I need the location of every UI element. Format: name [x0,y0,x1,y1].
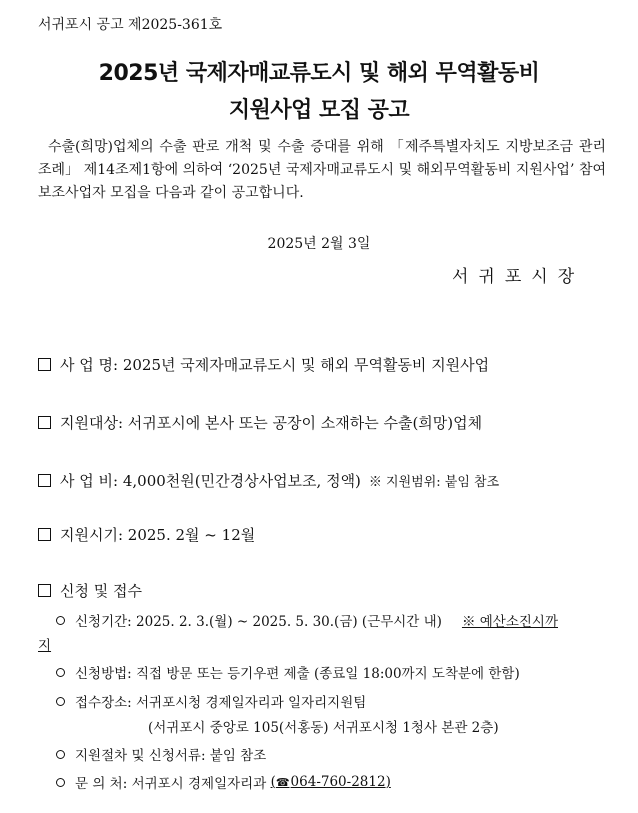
item-value: 4,000천원(민간경상사업보조, 정액) [122,472,361,490]
item-label: 사 업 비: [60,472,119,490]
circle-bullet-icon [56,750,65,759]
item-value: 서귀포시에 본사 또는 공장이 소재하는 수출(희망)업체 [127,414,483,432]
square-box-icon [38,474,51,487]
item-project-name [38,354,489,375]
budget-note: ※ 지원범위: 붙임 참조 [368,475,500,490]
telephone-icon: ☎ [275,776,290,789]
circle-bullet-icon [56,616,65,625]
item-value: 2025. 2월 ~ 12월 [127,526,256,544]
issuing-authority: 서귀포시장 [452,267,585,287]
contact-phone: 064-760-2812 [290,774,386,790]
application-place: 접수장소: 서귀포시청 경제일자리과 일자리지원팀 [56,691,366,711]
intro-paragraph: 수출(희망)업체의 수출 판로 개척 및 수출 증대를 위해 「제주특별자치도 지방보조금 관리 조례」 제14조제1항에 의하여 ‘2025년 국제자매교류도시 및 해외무역활동비 지원사업’ 참여 보조사업자 모집을 다음과 같이 공고합니다. [38,139,606,201]
item-application [38,580,142,601]
application-period: 신청기간: 2025. 2. 3.(월) ~ 2025. 5. 30.(금) (근무시간 내) ※ 예산소진시까 [56,610,558,630]
square-box-icon [38,584,51,597]
notice-date: 2025년 2월 3일 [267,236,371,252]
application-place-detail: (서귀포시 중앙로 105(서홍동) 서귀포시청 1청사 본관 2층) [148,720,499,736]
title-line-2: 지원사업 모집 공고 [228,98,410,123]
budget-exhaustion-note-cont: 지 [38,638,52,654]
square-box-icon [38,416,51,429]
item-label: 지원대상: [60,414,124,432]
application-docs: 지원절차 및 신청서류: 붙임 참조 [56,744,266,764]
item-target [38,412,482,433]
square-box-icon [38,358,51,371]
item-label: 사 업 명: [60,356,119,374]
notice-number: 서귀포시 공고 제2025-361호 [38,17,223,33]
item-label: 신청 및 접수 [60,582,142,600]
item-period [38,524,255,545]
circle-bullet-icon [56,697,65,706]
circle-bullet-icon [56,668,65,677]
square-box-icon [38,528,51,541]
item-budget [38,470,499,491]
title-line-1: 2025년 국제자매교류도시 및 해외 무역활동비 [98,61,540,86]
item-value: 2025년 국제자매교류도시 및 해외 무역활동비 지원사업 [122,356,490,374]
contact-info: 문 의 처: 서귀포시 경제일자리과 (☎064-760-2812) [56,772,391,792]
item-label: 지원시기: [60,526,124,544]
budget-exhaustion-note: ※ 예산소진시까 [461,614,558,630]
circle-bullet-icon [56,778,65,787]
application-method: 신청방법: 직접 방문 또는 등기우편 제출 (종료일 18:00까지 도착분에 한함) [56,662,520,682]
